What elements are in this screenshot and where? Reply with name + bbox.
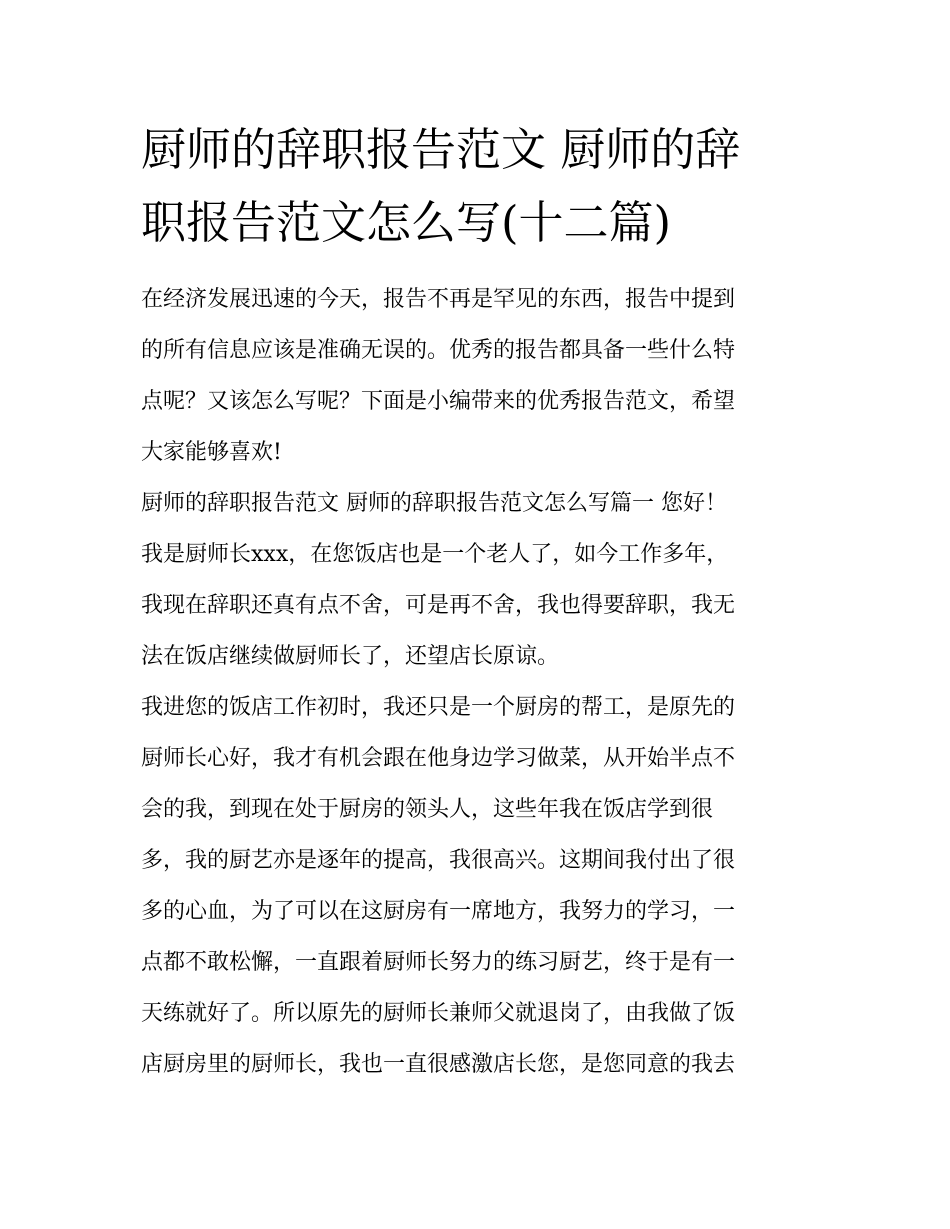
body-line-14: 点都不敢松懈，一直跟着厨师长努力的练习厨艺，终于是有一 (141, 950, 736, 975)
body-line-6: 我是厨师长xxx，在您饭店也是一个老人了，如今工作多年， (141, 542, 729, 567)
body-line-8: 法在饭店继续做厨师长了，还望店长原谅。 (141, 644, 560, 669)
body-line-3: 点呢？又该怎么写呢？下面是小编带来的优秀报告范文，希望 (141, 389, 736, 414)
body-line-5: 厨师的辞职报告范文 厨师的辞职报告范文怎么写篇一 您好！ (141, 491, 727, 516)
body-line-7: 我现在辞职还真有点不舍，可是再不舍，我也得要辞职，我无 (141, 593, 736, 618)
document-title-line-2: 职报告范文怎么写(十二篇) (141, 196, 672, 249)
body-line-10: 厨师长心好，我才有机会跟在他身边学习做菜，从开始半点不 (141, 746, 736, 771)
body-line-11: 会的我，到现在处于厨房的领头人，这些年我在饭店学到很 (141, 797, 714, 822)
body-line-2: 的所有信息应该是准确无误的。优秀的报告都具备一些什么特 (141, 338, 736, 363)
body-line-1: 在经济发展迅速的今天，报告不再是罕见的东西，报告中提到 (141, 287, 736, 312)
body-line-15: 天练就好了。所以原先的厨师长兼师父就退岗了，由我做了饭 (141, 1001, 736, 1026)
body-line-9: 我进您的饭店工作初时，我还只是一个厨房的帮工，是原先的 (141, 695, 736, 720)
body-line-16: 店厨房里的厨师长，我也一直很感激店长您，是您同意的我去 (141, 1052, 736, 1077)
body-line-4: 大家能够喜欢! (141, 440, 282, 465)
body-line-13: 多的心血，为了可以在这厨房有一席地方，我努力的学习，一 (141, 899, 736, 924)
document-title-line-1: 厨师的辞职报告范文 厨师的辞 (141, 123, 741, 176)
body-line-12: 多，我的厨艺亦是逐年的提高，我很高兴。这期间我付出了很 (141, 848, 736, 873)
